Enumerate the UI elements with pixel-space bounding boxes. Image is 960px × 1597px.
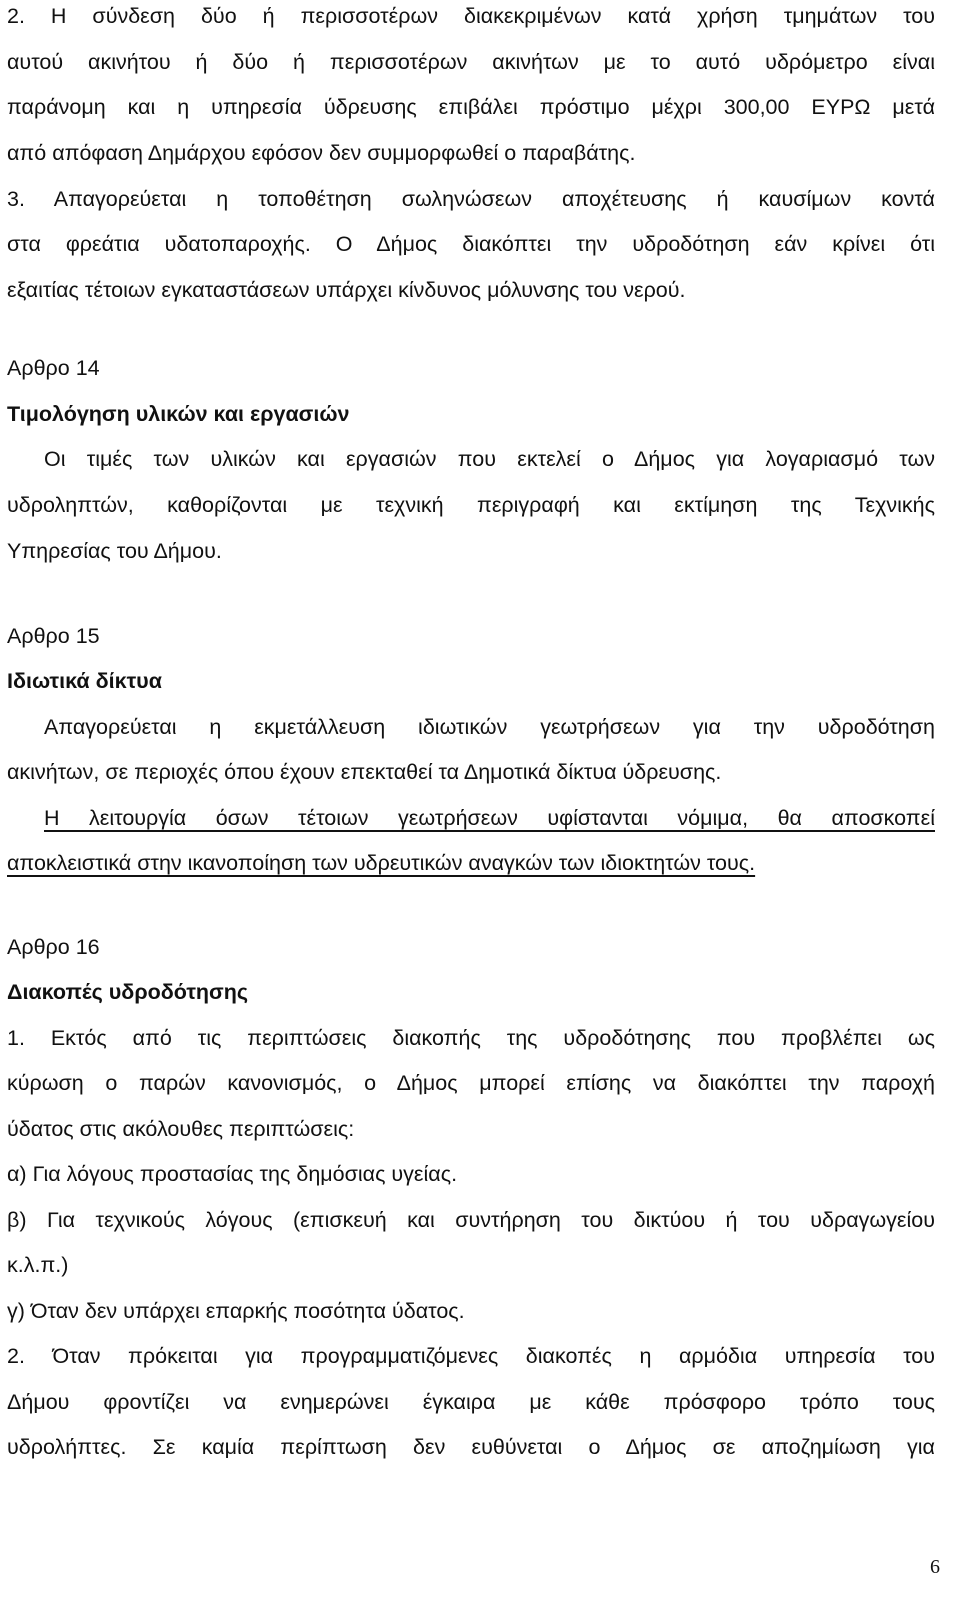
paragraph-line: κ.λ.π.): [7, 1253, 69, 1277]
article-15-title: Ιδιωτικά δίκτυα: [7, 669, 162, 693]
article-14-number: Αρθρο 14: [7, 356, 100, 380]
underlined-paragraph-line: αποκλειστικά στην ικανοποίηση των υδρευτικών αναγκών των ιδιοκτητών τους.: [7, 851, 756, 875]
list-item: α) Για λόγους προστασίας της δημόσιας υγείας.: [7, 1162, 458, 1186]
article-14-title: Τιμολόγηση υλικών και εργασιών: [7, 402, 350, 426]
paragraph-line: αυτού ακινήτου ή δύο ή περισσοτέρων ακινήτων με το αυτό υδρόμετρο είναι: [7, 50, 935, 74]
article-16-title: Διακοπές υδροδότησης: [7, 980, 249, 1004]
paragraph-line: 1. Εκτός από τις περιπτώσεις διακοπής της υδροδότησης που προβλέπει ως: [7, 1026, 935, 1050]
paragraph-line: κύρωση ο παρών κανονισμός, ο Δήμος μπορεί επίσης να διακόπτει την παροχή: [7, 1071, 935, 1095]
list-item: β) Για τεχνικούς λόγους (επισκευή και συντήρηση του δικτύου ή του υδραγωγείου: [7, 1208, 935, 1232]
paragraph-line: στα φρεάτια υδατοπαροχής. Ο Δήμος διακόπτει την υδροδότηση εάν κρίνει ότι: [7, 232, 935, 256]
paragraph-line: παράνομη και η υπηρεσία ύδρευσης επιβάλει πρόστιμο μέχρι 300,00 ΕΥΡΩ μετά: [7, 95, 935, 119]
paragraph-line: Υπηρεσίας του Δήμου.: [7, 539, 222, 563]
underlined-paragraph-line: Η λειτουργία όσων τέτοιων γεωτρήσεων υφίστανται νόμιμα, θα αποσκοπεί: [44, 806, 935, 830]
article-15-number: Αρθρο 15: [7, 624, 100, 648]
paragraph-line: από απόφαση Δημάρχου εφόσον δεν συμμορφωθεί ο παραβάτης.: [7, 141, 636, 165]
paragraph-line: 3. Απαγορεύεται η τοποθέτηση σωληνώσεων αποχέτευσης ή καυσίμων κοντά: [7, 187, 935, 211]
paragraph-line: ύδατος στις ακόλουθες περιπτώσεις:: [7, 1117, 355, 1141]
paragraph-line: 2. Όταν πρόκειται για προγραμματιζόμενες διακοπές η αρμόδια υπηρεσία του: [7, 1344, 935, 1368]
paragraph-line: Δήμου φροντίζει να ενημερώνει έγκαιρα με κάθε πρόσφορο τρόπο τους: [7, 1390, 935, 1414]
paragraph-line: υδροληπτών, καθορίζονται με τεχνική περιγραφή και εκτίμηση της Τεχνικής: [7, 493, 935, 517]
paragraph-line: Οι τιμές των υλικών και εργασιών που εκτελεί ο Δήμος για λογαριασμό των: [44, 447, 935, 471]
page-number: 6: [930, 1556, 940, 1578]
paragraph-line: Απαγορεύεται η εκμετάλλευση ιδιωτικών γεωτρήσεων για την υδροδότηση: [44, 715, 935, 739]
paragraph-line: 2. Η σύνδεση δύο ή περισσοτέρων διακεκριμένων κατά χρήση τμημάτων του: [7, 4, 935, 28]
paragraph-line: ακινήτων, σε περιοχές όπου έχουν επεκταθεί τα Δημοτικά δίκτυα ύδρευσης.: [7, 760, 722, 784]
paragraph-line: υδρολήπτες. Σε καμία περίπτωση δεν ευθύνεται ο Δήμος σε αποζημίωση για: [7, 1435, 935, 1459]
paragraph-line: εξαιτίας τέτοιων εγκαταστάσεων υπάρχει κίνδυνος μόλυνσης του νερού.: [7, 278, 686, 302]
list-item: γ) Όταν δεν υπάρχει επαρκής ποσότητα ύδατος.: [7, 1299, 465, 1323]
article-16-number: Αρθρο 16: [7, 935, 100, 959]
